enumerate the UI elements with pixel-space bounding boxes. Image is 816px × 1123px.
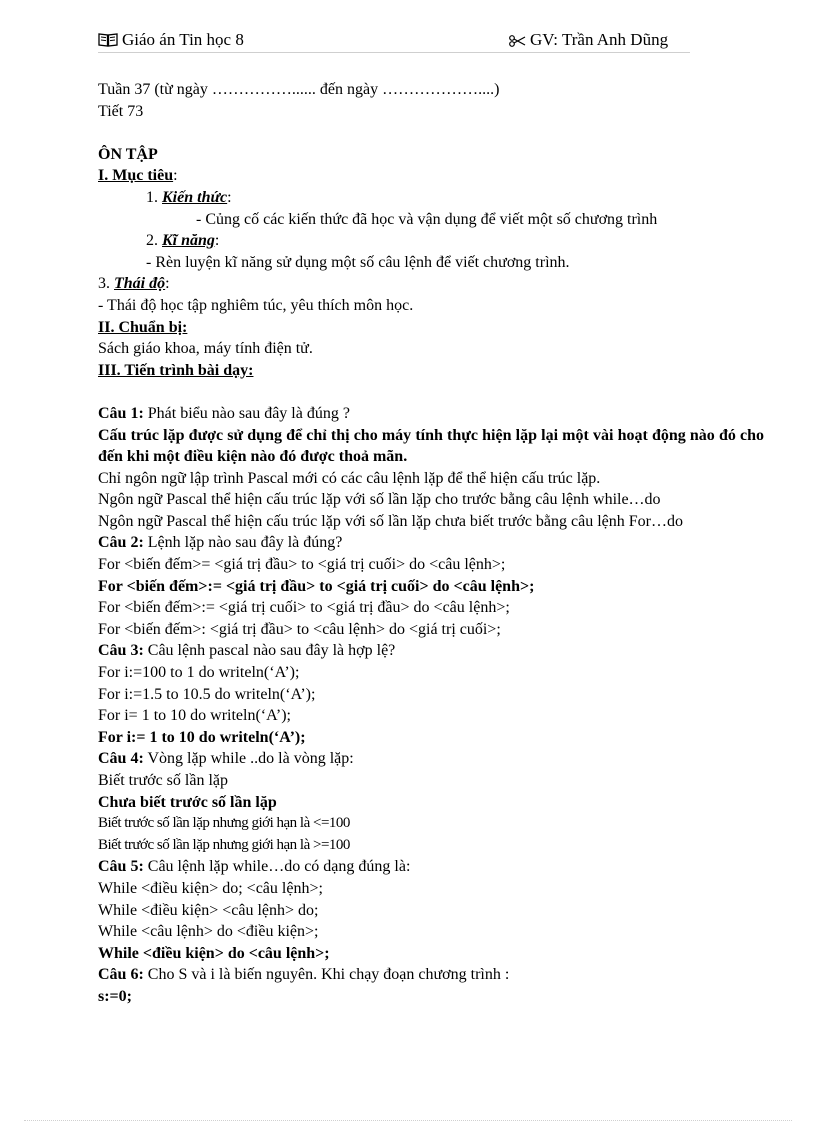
q1-option-c: Ngôn ngữ Pascal thể hiện cấu trúc lặp với số lần lặp cho trước bằng câu lệnh while…do [98, 491, 661, 509]
section1-heading: I. Mục tiêu: [98, 167, 178, 185]
q4-option-c: Biết trước số lần lặp nhưng giới hạn là <=100 [98, 815, 350, 832]
q1-question: Câu 1: Phát biểu nào sau đây là đúng ? [98, 404, 350, 422]
q5-option-c: While <câu lệnh> do <điều kiện>; [98, 923, 319, 941]
q3-option-b: For i:=1.5 to 10.5 do writeln(‘A’); [98, 685, 316, 703]
header-teacher: GV: Trần Anh Dũng [530, 30, 669, 49]
q5-option-a: While <điều kiện> do; <câu lệnh>; [98, 879, 323, 897]
attitude-heading: 3. Thái độ: [98, 275, 170, 293]
q3-option-d: For i:= 1 to 10 do writeln(‘A’); [98, 728, 306, 746]
q5-option-d: While <điều kiện> do <câu lệnh>; [98, 944, 330, 962]
q5-option-b: While <điều kiện> <câu lệnh> do; [98, 901, 319, 919]
q5-question: Câu 5: Câu lệnh lặp while…do có dạng đúng là: [98, 858, 411, 876]
q3-option-a: For i:=100 to 1 do writeln(‘A’); [98, 664, 300, 682]
open-book-icon [98, 32, 118, 52]
q2-option-a: For <biến đếm>= <giá trị đầu> to <giá trị cuối> do <câu lệnh>; [98, 556, 506, 574]
header-right [508, 30, 668, 52]
q1-option-b: Chỉ ngôn ngữ lập trình Pascal mới có các câu lệnh lặp để thể hiện cấu trúc lặp. [98, 469, 601, 487]
q4-option-d: Biết trước số lần lặp nhưng giới hạn là >=100 [98, 836, 350, 853]
skill-heading: 2. Kĩ năng: [146, 232, 220, 250]
q4-option-a: Biết trước số lần lặp [98, 772, 228, 789]
knowledge-heading: 1. Kiến thức: [146, 188, 232, 206]
section2-heading: II. Chuẩn bị: [98, 318, 188, 336]
header-left [98, 30, 244, 52]
q1-option-d: Ngôn ngữ Pascal thể hiện cấu trúc lặp với số lần lặp chưa biết trước bằng câu lệnh For…do [98, 512, 683, 530]
q2-option-d: For <biến đếm>: <giá trị đầu> to <câu lệnh> do <giá trị cuối>; [98, 620, 501, 638]
week-line: Tuần 37 (từ ngày ……………...... đến ngày ………………....) [98, 81, 500, 98]
document-body [98, 79, 764, 1008]
section3-heading: III. Tiến trình bài dạy: [98, 361, 254, 379]
q6-code: s:=0; [98, 987, 132, 1005]
q2-option-c: For <biến đếm>:= <giá trị cuối> to <giá trị đầu> do <câu lệnh>; [98, 599, 510, 617]
q4-question: Câu 4: Vòng lặp while ..do là vòng lặp: [98, 750, 354, 768]
scissors-icon [508, 32, 526, 52]
q2-question: Câu 2: Lệnh lặp nào sau đây là đúng? [98, 534, 343, 552]
knowledge-text: - Củng cố các kiến thức đã học và vận dụng để viết một số chương trình [196, 210, 658, 228]
attitude-text: - Thái độ học tập nghiêm túc, yêu thích môn học. [98, 296, 414, 314]
q4-option-b: Chưa biết trước số lần lặp [98, 793, 277, 811]
page-footer-divider [24, 1120, 792, 1121]
q1-option-a: Cấu trúc lặp được sử dụng để chỉ thị cho máy tính thực hiện lặp lại một vài hoạt động nào đó cho đến khi một điều kiện nào đó được thoả mãn. [98, 426, 764, 466]
q3-option-c: For i= 1 to 10 do writeln(‘A’); [98, 707, 291, 725]
q3-question: Câu 3: Câu lệnh pascal nào sau đây là hợp lệ? [98, 642, 396, 660]
lesson-title: ÔN TẬP [98, 145, 158, 163]
section2-text: Sách giáo khoa, máy tính điện tử. [98, 340, 313, 358]
skill-text: - Rèn luyện kĩ năng sử dụng một số câu lệnh để viết chương trình. [146, 253, 570, 271]
period-line: Tiết 73 [98, 102, 144, 120]
page-header [98, 30, 690, 53]
q2-option-b: For <biến đếm>:= <giá trị đầu> to <giá trị cuối> do <câu lệnh>; [98, 577, 535, 595]
header-title: Giáo án Tin học 8 [122, 30, 244, 49]
q6-question: Câu 6: Cho S và i là biến nguyên. Khi chạy đoạn chương trình : [98, 966, 510, 984]
